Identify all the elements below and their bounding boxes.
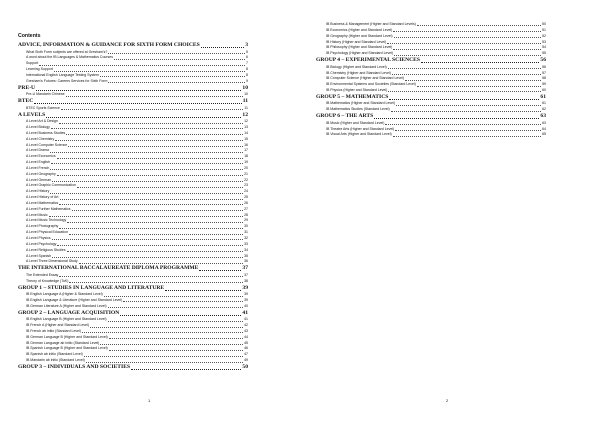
toc-entry-title: IB Spanish Language B (Higher and Standard Level) [26, 346, 108, 351]
toc-entry-title: A Level Three Dimensional Study [26, 259, 78, 264]
toc-section-heading[interactable] [316, 57, 546, 65]
toc-page-number: 11 [244, 105, 248, 110]
dot-leader [108, 82, 245, 83]
toc-entry-title: IB English Language A (Higher & Standard Level) [26, 292, 103, 297]
dot-leader [34, 103, 241, 104]
toc-entry-title: IB Chemistry (Higher and Standard Level) [326, 70, 391, 75]
toc-page-number: 60 [542, 88, 546, 93]
dot-leader [123, 301, 243, 302]
toc-section-heading[interactable] [18, 310, 248, 318]
toc-page-number: 50 [542, 22, 546, 26]
dot-leader [391, 111, 541, 112]
toc-entry-title: IB Environmental Systems and Societies (Standard Level) [326, 82, 416, 87]
dot-leader [67, 251, 244, 252]
toc-page-number: 39 [244, 297, 248, 302]
toc-page-number: 45 [244, 340, 248, 345]
dot-leader [69, 282, 243, 283]
toc-entry-title: IB Mathematics (Higher and Standard Level) [326, 101, 396, 106]
toc-entry-title: GROUP 2 – LANGUAGE ACQUISITION [18, 309, 120, 316]
dot-leader [421, 62, 539, 63]
dot-leader [393, 136, 541, 137]
dot-leader [51, 163, 243, 164]
toc-entry-title: A Level Spanish [26, 253, 52, 258]
toc-entry-title: A Level Chemistry [26, 136, 55, 141]
toc-page-number: 37 [244, 272, 248, 277]
toc-entry-title: GROUP 6 – THE ARTS [316, 113, 374, 120]
dot-leader [49, 216, 244, 217]
toc-entry-title: PRE-U [18, 84, 36, 91]
toc-page-number: 11 [242, 98, 248, 105]
dot-leader [109, 350, 243, 351]
dot-leader [392, 74, 541, 75]
toc-entry-title: IB German Language B (Higher and Standard Level) [26, 334, 108, 339]
toc-page-number: 16 [244, 142, 248, 147]
toc-page-number: 20 [244, 165, 248, 170]
dot-leader [120, 315, 241, 316]
contents-title: Contents [18, 33, 41, 39]
dot-leader [104, 296, 243, 297]
toc-page-number: 37 [242, 265, 248, 272]
dot-leader [108, 321, 244, 322]
toc-list-right [316, 22, 546, 138]
toc-page-number: 52 [542, 33, 546, 38]
toc-entry-title: A Level Computer Science [26, 142, 68, 147]
dot-leader [131, 369, 241, 370]
dot-leader [59, 204, 243, 205]
dot-leader [66, 134, 243, 135]
toc-page-number: 57 [542, 70, 546, 75]
toc-section-heading[interactable] [18, 364, 248, 372]
toc-page-number: 31 [244, 230, 248, 235]
dot-leader [36, 90, 241, 91]
toc-section-heading[interactable] [18, 42, 248, 50]
toc-entry-title: IB Geography (Higher and Standard Level) [326, 33, 393, 38]
toc-page-number: 28 [244, 212, 248, 217]
dot-leader [114, 59, 245, 60]
toc-page-number: 38 [244, 278, 248, 283]
toc-entry-title: A Level Music Technology [26, 218, 67, 223]
toc-page-number: 39 [242, 284, 248, 291]
dot-leader [417, 25, 541, 26]
dot-leader [52, 257, 243, 258]
dot-leader [100, 344, 243, 345]
dot-leader [395, 130, 541, 131]
dot-leader [86, 362, 243, 363]
dot-leader [405, 80, 541, 81]
dot-leader [57, 158, 244, 159]
dot-leader [90, 327, 243, 328]
dot-leader [77, 187, 243, 188]
dot-leader [389, 99, 539, 100]
toc-entry-title: A Level Mathematics [26, 200, 59, 205]
right-page [300, 0, 600, 424]
toc-entry-title: Support [26, 61, 39, 66]
dot-leader [417, 86, 541, 87]
toc-entry-title: Gresham's Futures: Careers Services for Sixth Form [26, 78, 108, 83]
dot-leader [84, 356, 243, 357]
page-number-right: 2 [446, 398, 449, 403]
toc-entry-title: A word about the IB Languages & Mathematics Courses [26, 55, 113, 60]
dot-leader [39, 65, 245, 66]
toc-page-number: 53 [542, 39, 546, 44]
toc-entry-title: A Level Religious Studies [26, 247, 66, 252]
toc-page-number: 63 [540, 113, 546, 120]
toc-page-number: 51 [542, 27, 546, 32]
toc-entry-title: IB Biology (Higher and Standard Level) [326, 64, 387, 69]
toc-entry-title: IB Theatre Arts (Higher and Standard Level) [326, 126, 395, 131]
toc-page-number: 13 [244, 124, 248, 129]
toc-page-number: 8 [246, 72, 248, 77]
toc-entry-title: A Level Music [26, 212, 48, 217]
toc-entry-title: IB Philosophy (Higher and Standard Level) [326, 45, 393, 50]
toc-entry-title: THE INTERNATIONAL BACCALAUREATE DIPLOMA PROGRAMME [18, 265, 199, 272]
toc-page-number: 3 [245, 42, 248, 48]
toc-entry-title: Learning Support [26, 67, 53, 72]
toc-page-number: 49 [244, 358, 248, 363]
dot-leader [109, 338, 243, 339]
toc-entry-title: Pre-U Mandarin Chinese [26, 92, 65, 97]
toc-page-number: 23 [244, 183, 248, 188]
dot-leader [69, 234, 243, 235]
dot-leader [66, 96, 244, 97]
toc-page-number: 41 [244, 317, 248, 322]
dot-leader [388, 68, 541, 69]
toc-page-number: 39 [244, 292, 248, 297]
toc-page-number: 62 [542, 107, 546, 112]
dot-leader [82, 332, 243, 333]
dot-leader [60, 199, 244, 200]
toc-entry-title: A Level Psychology [26, 241, 57, 246]
dot-leader [199, 270, 241, 271]
toc-entry-title: IB English Language & Literature (Higher and Standard Level) [26, 297, 123, 302]
toc-page-number: 41 [242, 309, 248, 316]
toc-page-number: 10 [244, 92, 248, 97]
toc-page-number: 63 [542, 120, 546, 125]
toc-entry-title: IB German Literature A (Higher and Standard Level) [26, 303, 107, 308]
toc-entry-title: A Level Graphic Communication [26, 183, 76, 188]
dot-leader [68, 146, 243, 147]
toc-page-number: 8 [246, 67, 248, 72]
toc-page-number: 40 [244, 303, 248, 308]
toc-page-number: 7 [246, 61, 248, 66]
toc-entry-title: A Level Economics [26, 154, 56, 159]
toc-page-number: 43 [244, 328, 248, 333]
dot-leader [54, 71, 245, 72]
toc-entry-title: IB French ab initio (Standard Level) [26, 328, 82, 333]
toc-entry-title: A Level English [26, 160, 50, 165]
page-number-left: 1 [148, 398, 151, 403]
dot-leader [46, 117, 241, 118]
toc-page-number: 55 [542, 51, 546, 56]
dot-leader [108, 53, 245, 54]
toc-entry-title: GROUP 3 – INDIVIDUALS AND SOCIETIES [18, 363, 131, 370]
toc-page-number: 61 [542, 101, 546, 106]
toc-entry-title: IB Music (Higher and Standard Level) [326, 120, 385, 125]
toc-entry-title: A Level Biology [26, 124, 50, 129]
dot-leader [57, 175, 243, 176]
toc-entry-title: BTEC [18, 98, 34, 105]
dot-leader [59, 228, 243, 229]
dot-leader [50, 152, 243, 153]
toc-page-number: 56 [540, 57, 546, 64]
toc-entry-title: A Level Business Studies [26, 130, 66, 135]
toc-page-number: 17 [244, 148, 248, 153]
dot-leader [59, 123, 243, 124]
toc-page-number: 26 [244, 200, 248, 205]
dot-leader [52, 181, 243, 182]
toc-section-heading[interactable] [18, 285, 248, 293]
toc-entry-title: IB Psychology (Higher and Standard Level) [326, 51, 394, 56]
toc-page-number: 12 [244, 119, 248, 124]
toc-entry-title: A Level Physical Education [26, 230, 69, 235]
toc-page-number: 42 [244, 323, 248, 328]
toc-page-number: 29 [244, 218, 248, 223]
toc-section-heading[interactable] [316, 94, 546, 102]
toc-page-number: 24 [244, 189, 248, 194]
dot-leader [394, 55, 541, 56]
toc-page-number: 64 [542, 126, 546, 131]
toc-page-number: 22 [244, 177, 248, 182]
dot-leader [374, 118, 539, 119]
toc-page-number: 56 [542, 64, 546, 69]
toc-entry-title: The Extended Essay [26, 272, 59, 277]
toc-entry-title: IB Mathematics Studies (Standard Level) [326, 107, 390, 112]
toc-page-number: 59 [542, 82, 546, 87]
toc-entry-title: A Level French [26, 165, 50, 170]
toc-entry-title: IB Business & Management (Higher and Standard Levels) [326, 22, 416, 26]
toc-page-number: 14 [244, 130, 248, 135]
toc-page-number: 54 [542, 45, 546, 50]
toc-entry-title: A Level Physics [26, 236, 51, 240]
dot-leader [396, 105, 541, 106]
dot-leader [50, 193, 243, 194]
dot-leader [201, 47, 245, 48]
toc-page-number: 6 [246, 55, 248, 60]
toc-entry-title: GROUP 5 – MATHEMATICS [316, 93, 389, 100]
dot-leader [50, 169, 243, 170]
dot-leader [388, 91, 541, 92]
toc-entry-title: A Level Further Mathematics [26, 206, 71, 211]
toc-entry-title: A Level Art & Design [26, 119, 58, 124]
dot-leader [61, 109, 244, 110]
toc-page-number: 27 [244, 206, 248, 211]
dot-leader [79, 263, 243, 264]
toc-page-number: 50 [242, 363, 248, 370]
toc-page-number: 36 [244, 259, 248, 264]
toc-page-number: 58 [542, 76, 546, 81]
toc-page-number: 9 [246, 78, 248, 83]
dot-leader [387, 43, 541, 44]
toc-page-number: 32 [244, 236, 248, 240]
dot-leader [165, 290, 241, 291]
toc-entry-title: International English Language Testing System [26, 72, 99, 77]
toc-entry[interactable] [316, 132, 546, 138]
toc-page-number: 12 [242, 111, 248, 118]
dot-leader [108, 307, 244, 308]
toc-page-number: 21 [244, 171, 248, 176]
dot-leader [59, 276, 243, 277]
toc-entry-title: IB French A (Higher and Standard Level) [26, 323, 90, 328]
toc-entry-title: A Level History of Art [26, 195, 59, 200]
toc-entry-title: A Level German [26, 177, 52, 182]
toc-entry-title: IB German Language ab initio (Standard Level) [26, 340, 100, 345]
toc-section-heading[interactable] [18, 85, 248, 93]
toc-page-number: 44 [244, 334, 248, 339]
dot-leader [385, 124, 541, 125]
toc-page-number: 65 [542, 132, 546, 137]
dot-leader [394, 37, 542, 38]
toc-page-number: 10 [242, 84, 248, 91]
toc-entry-title: IB Computer Science (Higher and Standard Level) [326, 76, 405, 81]
dot-leader [52, 239, 244, 240]
toc-page-number: 33 [244, 241, 248, 246]
toc-page-number: 25 [244, 195, 248, 200]
dot-leader [393, 31, 541, 32]
toc-page-number: 15 [244, 136, 248, 141]
toc-section-heading[interactable] [18, 98, 248, 106]
dot-leader [100, 76, 245, 77]
toc-entry-title: IB Physics (Higher and Standard Level) [326, 88, 388, 93]
dot-leader [393, 49, 541, 50]
toc-entry-title: ADVICE, INFORMATION & GUIDANCE FOR SIXTH FORM CHOICES [18, 42, 200, 48]
toc-page-number: 46 [244, 346, 248, 351]
dot-leader [55, 140, 243, 141]
toc-entry-title: A Level History [26, 189, 50, 194]
toc-page-number: 18 [244, 154, 248, 159]
toc-entry-title: IB Economics (Higher and Standard Level) [326, 27, 393, 32]
toc-page-number: 30 [244, 224, 248, 229]
toc-entry-title: IB History (Higher and Standard Level) [326, 39, 387, 44]
toc-page-number: 47 [244, 352, 248, 357]
toc-entry-title: What Sixth Form subjects are offered at Gresham's? [26, 49, 108, 54]
toc-entry-title: A LEVELS [18, 111, 46, 118]
toc-entry-title: GROUP 1 – STUDIES IN LANGUAGE AND LITERATURE [18, 284, 165, 291]
toc-page-number: 34 [244, 247, 248, 252]
toc-section-heading[interactable] [18, 265, 248, 273]
toc-entry-title: A Level Geography [26, 171, 56, 176]
toc-page-number: 5 [246, 49, 248, 54]
toc-entry-title: IB Mandarin ab initio (Standard Level) [26, 358, 85, 363]
toc-list-left [18, 42, 248, 372]
dot-leader [57, 245, 243, 246]
toc-entry-title: IB Visual Arts (Higher and Standard Level) [326, 132, 392, 137]
dot-leader [67, 222, 243, 223]
toc-entry-title: IB Spanish ab initio (Standard Level) [26, 352, 83, 357]
toc-section-heading[interactable] [316, 113, 546, 121]
toc-section-heading[interactable] [18, 112, 248, 120]
toc-entry-title: A Level Photography [26, 224, 59, 229]
toc-entry-title: GROUP 4 – EXPERIMENTAL SCIENCES [316, 57, 421, 64]
toc-page-number: 61 [540, 93, 546, 100]
toc-entry-title: Theory of Knowledge (ToK) [26, 278, 69, 283]
toc-entry-title: IB English Language B (Higher and Standard Level) [26, 317, 107, 322]
toc-page-number: 19 [244, 160, 248, 165]
dot-leader [72, 210, 244, 211]
toc-entry-title: BTEC Sports Science [26, 105, 60, 110]
toc-entry-title: A Level Drama [26, 148, 49, 153]
toc-page-number: 35 [244, 253, 248, 258]
dot-leader [51, 128, 243, 129]
